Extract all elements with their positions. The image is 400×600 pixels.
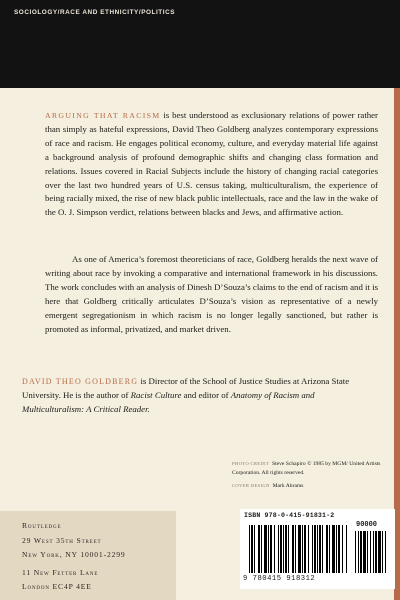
publisher-address-line-3: 11 New Fetter Lane xyxy=(22,568,99,577)
barcode-bar xyxy=(308,525,309,573)
photo-credit-label: PHOTO CREDIT xyxy=(232,461,270,466)
barcode-bar xyxy=(358,531,359,573)
barcode-bar xyxy=(375,531,377,573)
barcode-bar xyxy=(342,525,343,573)
blurb-paragraph-2: As one of America’s foremost theoreticians of race, Goldberg heralds the next wave of writing about race by invoking a comparative and international framework in his discussions. The work concludes with an analysis of Dinesh D’Souza’s claims to the end of racism and it is here that Goldberg critically articulates D’Souza’s vision as representative of a newly emergent segregationism in which racism is no longer legally sanctioned, but rather is promoted as informal, privatized, and market driven. xyxy=(45,254,378,334)
barcode-bar xyxy=(298,525,301,573)
barcode-bar xyxy=(314,525,316,573)
author-bio-text-1: is Director of the School of Justice Studies at Arizona State University. He is the author of xyxy=(22,376,350,400)
barcode-bar xyxy=(295,525,296,573)
blurb-paragraph-1-text: is best understood as exclusionary relations of power rather than simply as hateful expressions, David Theo Goldberg analyzes contemporary expressions of race and racism. He engages political economy, culture, and everyday material life against a background analysis of profound demographic shifts and changing class formation and relations. Issues covered in Racial Subjects include the history of changing racial categories over the last two hundred years of U.S. census taking, multiculturalism, the experience of being racially mixed, the rise of new black public intellectuals, race and the law in the wake of the O. J. Simpson verdict, relations between blacks and Jews, and affirmative action. xyxy=(45,110,378,218)
barcode-bar xyxy=(285,525,287,573)
barcode-bar xyxy=(322,525,323,573)
barcode-bar xyxy=(283,525,284,573)
barcode-box xyxy=(240,509,395,589)
top-band xyxy=(0,0,400,88)
publisher-box xyxy=(0,511,176,600)
cover-design-text: Mark Abrams xyxy=(272,483,304,489)
barcode-bar xyxy=(332,525,335,573)
barcode-bar xyxy=(329,525,330,573)
barcode-bar xyxy=(346,525,347,573)
barcode-bar xyxy=(302,525,303,573)
blurb-paragraph-1 xyxy=(45,109,378,220)
barcode-bar xyxy=(278,525,279,573)
barcode-bar xyxy=(280,525,282,573)
barcode-digits: 9 780415 918312 xyxy=(243,575,316,583)
photo-credit-text: Steve Schapiro © 1985 by MGM/ United Artists Corporation. All rights reserved. xyxy=(232,461,381,476)
isbn-label: ISBN 978-0-415-91831-2 xyxy=(244,512,335,519)
cover-design-label: COVER DESIGN xyxy=(232,483,270,488)
barcode-bar xyxy=(288,525,289,573)
publisher-address-line-4: London EC4P 4EE xyxy=(22,582,92,591)
barcode-bar xyxy=(258,525,260,573)
barcode-bar xyxy=(373,531,374,573)
barcode-bar xyxy=(270,525,272,573)
photo-credit xyxy=(232,459,392,478)
credits-block xyxy=(232,459,392,494)
barcode-bar xyxy=(338,525,340,573)
publisher-name: Routledge xyxy=(22,521,62,530)
cover-design-credit xyxy=(232,481,392,491)
barcode-addon xyxy=(354,531,389,573)
publisher-address-line-1: 29 West 35th Street xyxy=(22,536,102,545)
barcode-bar xyxy=(319,525,321,573)
barcode-bar xyxy=(360,531,362,573)
barcode-bar xyxy=(355,531,356,573)
barcode-bar xyxy=(312,525,313,573)
author-bio xyxy=(22,375,378,417)
author-work-1: Racist Culture xyxy=(130,389,182,400)
price-code: 90000 xyxy=(356,521,378,529)
barcode-bar xyxy=(264,525,267,573)
barcode-bar xyxy=(292,525,294,573)
blurb-lead-in: ARGUING THAT RACISM xyxy=(45,111,161,120)
barcode-bar xyxy=(251,525,253,573)
barcode-bar xyxy=(249,525,250,573)
barcode-bar xyxy=(274,525,275,573)
barcode-bar xyxy=(367,531,368,573)
barcode-bar xyxy=(268,525,269,573)
author-work-2: Anatomy of Racism and Multiculturalism: A Critical Reader. xyxy=(22,389,315,414)
publisher-address-line-2: New York, NY 10001-2299 xyxy=(22,550,126,559)
barcode-bar xyxy=(385,531,386,573)
barcode-bar xyxy=(363,531,366,573)
barcode-bar xyxy=(382,531,383,573)
barcode-main xyxy=(248,525,349,573)
barcode-bar xyxy=(254,525,255,573)
category-label: SOCIOLOGY/RACE AND ETHNICITY/POLITICS xyxy=(14,9,176,16)
barcode-bar xyxy=(326,525,328,573)
barcode-bar xyxy=(336,525,337,573)
barcode-bar xyxy=(317,525,318,573)
author-bio-text-2: and editor of xyxy=(181,389,231,400)
barcode-bar xyxy=(378,531,381,573)
author-name: DAVID THEO GOLDBERG xyxy=(22,377,139,386)
barcode-bar xyxy=(261,525,262,573)
barcode-bar xyxy=(370,531,371,573)
barcode-bar xyxy=(304,525,306,573)
